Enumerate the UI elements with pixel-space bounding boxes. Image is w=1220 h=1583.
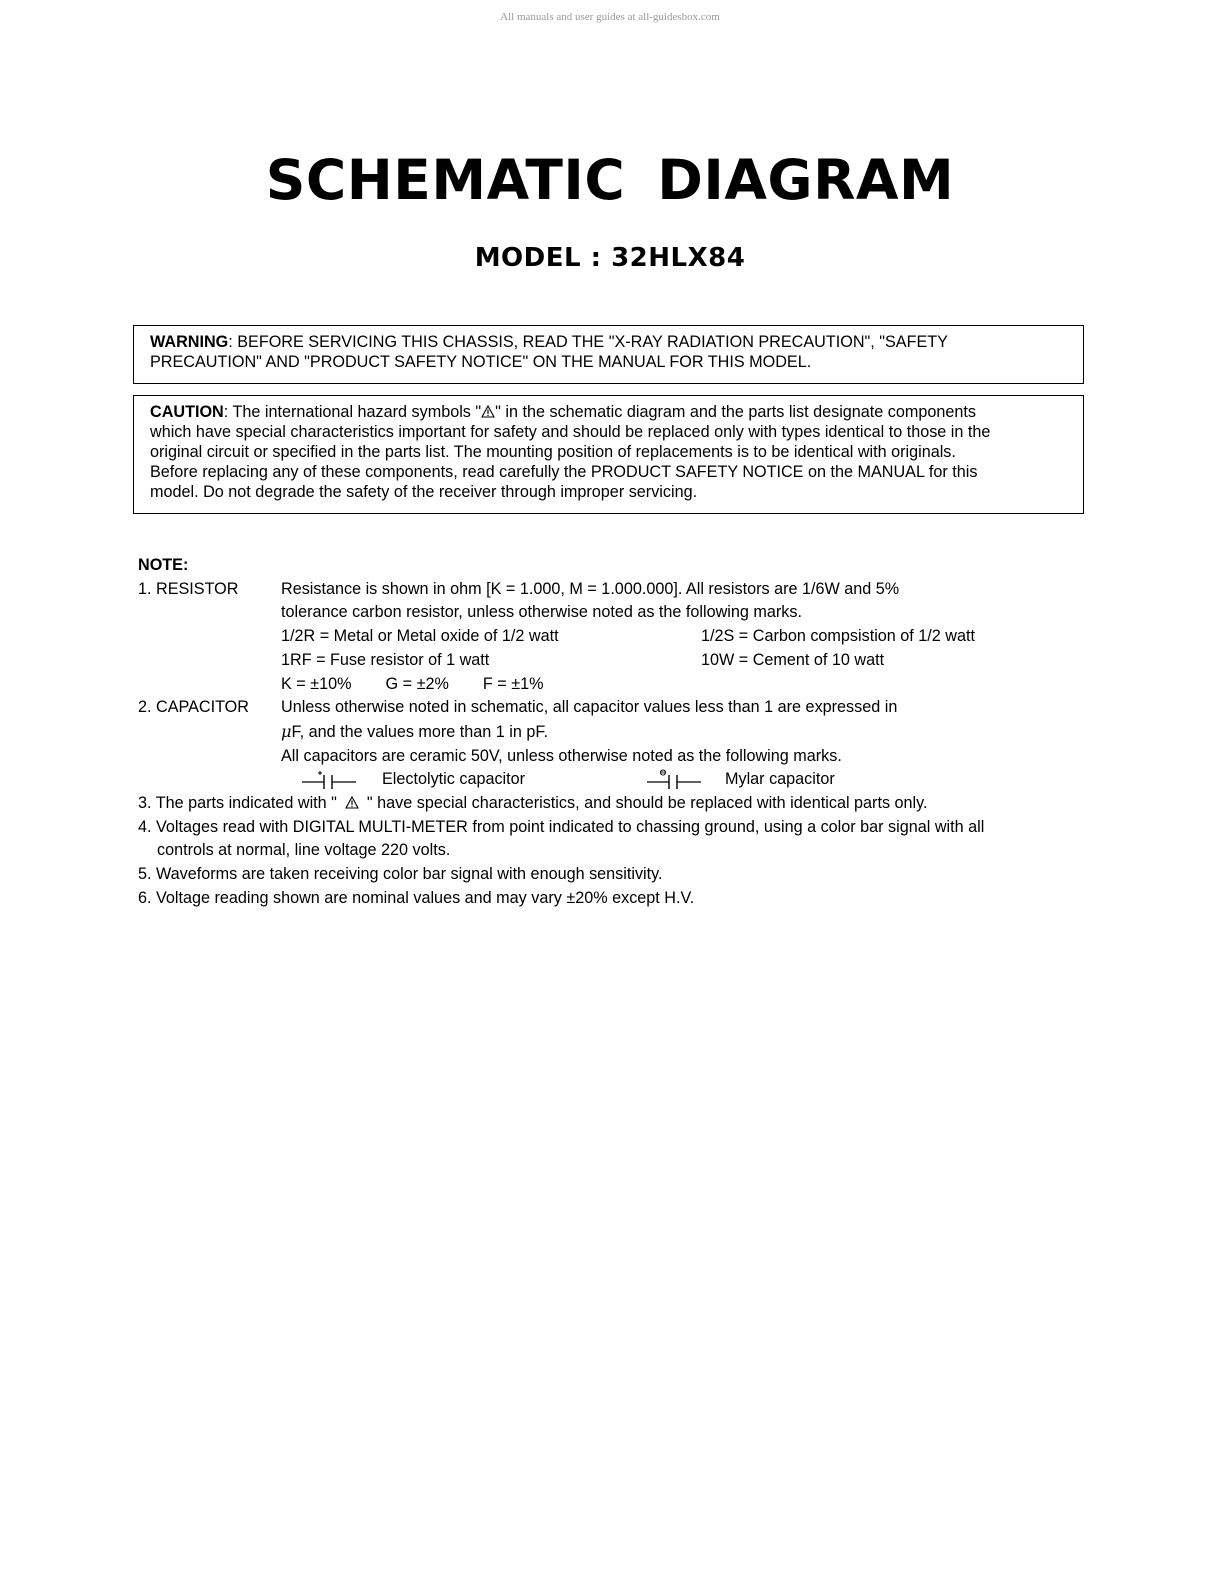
model-heading: MODEL : 32HLX84 xyxy=(474,243,746,273)
note-capacitor xyxy=(138,696,1088,720)
caution-text-pre: : The international hazard symbols " xyxy=(223,403,482,421)
note-4-line-1: 4. Voltages read with DIGITAL MULTI-METER from point indicated to chassing ground, using a color bar signal with all xyxy=(138,817,985,836)
note-resistor xyxy=(138,578,1088,602)
caution-text-2: which have special characteristics important for safety and should be replaced only with types identical to those in the xyxy=(150,423,991,441)
mark-1-2r: 1/2R = Metal or Metal oxide of 1/2 watt xyxy=(281,627,559,646)
mylar-capacitor-icon xyxy=(645,769,703,791)
tolerance-k: K = ±10% xyxy=(281,674,352,693)
note3-text-pre: 3. The parts indicated with " xyxy=(138,794,337,813)
title-word-1: SCHEMATIC xyxy=(265,148,626,212)
resistor-label: 1. RESISTOR xyxy=(138,579,239,598)
note-4-line-2: controls at normal, line voltage 220 volts. xyxy=(157,841,451,860)
warning-box xyxy=(133,325,1084,384)
note3-text-post: " have special characteristics, and should be replaced with identical parts only. xyxy=(366,794,928,813)
caution-text-4: Before replacing any of these components, read carefully the PRODUCT SAFETY NOTICE on the MANUAL for this xyxy=(150,463,978,481)
capacitor-label: 2. CAPACITOR xyxy=(138,698,249,717)
mu-symbol: μ xyxy=(281,721,292,741)
warning-label: WARNING xyxy=(150,333,229,351)
capacitor-symbols-row xyxy=(138,768,1088,792)
note-3 xyxy=(138,792,1088,816)
note-5: 5. Waveforms are taken receiving color bar signal with enough sensitivity. xyxy=(138,865,663,884)
resistor-text-2: tolerance carbon resistor, unless otherwise noted as the following marks. xyxy=(281,603,802,622)
mark-10w: 10W = Cement of 10 watt xyxy=(701,650,885,669)
watermark-text: All manuals and user guides at all-guidesbox.com xyxy=(500,11,720,23)
resistor-text-1: Resistance is shown in ohm [K = 1.000, M = 1.000.000]. All resistors are 1/6W and 5% xyxy=(281,579,900,598)
caution-label: CAUTION xyxy=(150,403,224,421)
title-word-2: DIAGRAM xyxy=(657,148,955,212)
note-6: 6. Voltage reading shown are nominal values and may vary ±20% except H.V. xyxy=(138,888,695,907)
caution-box xyxy=(133,395,1084,514)
electrolytic-capacitor-icon xyxy=(300,769,358,791)
mylar-label: Mylar capacitor xyxy=(725,770,835,789)
caution-text-5: model. Do not degrade the safety of the receiver through improper servicing. xyxy=(150,483,698,501)
svg-text:M: M xyxy=(660,770,666,777)
electrolytic-label: Electolytic capacitor xyxy=(382,770,526,789)
capacitor-text-3: All capacitors are ceramic 50V, unless otherwise noted as the following marks. xyxy=(281,746,842,765)
hazard-warning-icon xyxy=(481,405,495,418)
mark-1-2s: 1/2S = Carbon compsistion of 1/2 watt xyxy=(701,627,975,646)
mark-1rf: 1RF = Fuse resistor of 1 watt xyxy=(281,650,490,669)
page-title xyxy=(0,150,1220,211)
caution-text-3: original circuit or specified in the parts list. The mounting position of replacements is to be identical with originals. xyxy=(150,443,956,461)
caution-text-post: " in the schematic diagram and the parts list designate components xyxy=(495,403,976,421)
tolerance-g: G = ±2% xyxy=(385,674,449,693)
hazard-warning-icon xyxy=(345,796,359,809)
warning-text-2: PRECAUTION" AND "PRODUCT SAFETY NOTICE" ON THE MANUAL FOR THIS MODEL. xyxy=(150,353,812,371)
capacitor-text-1: Unless otherwise noted in schematic, all capacitor values less than 1 are expressed in xyxy=(281,698,898,717)
notes-section xyxy=(138,554,1088,911)
warning-text-1: : BEFORE SERVICING THIS CHASSIS, READ THE "X-RAY RADIATION PRECAUTION", "SAFETY xyxy=(228,333,948,351)
tolerance-f: F = ±1% xyxy=(482,674,544,693)
notes-heading: NOTE: xyxy=(138,556,189,574)
capacitor-text-2: F, and the values more than 1 in pF. xyxy=(291,722,548,741)
